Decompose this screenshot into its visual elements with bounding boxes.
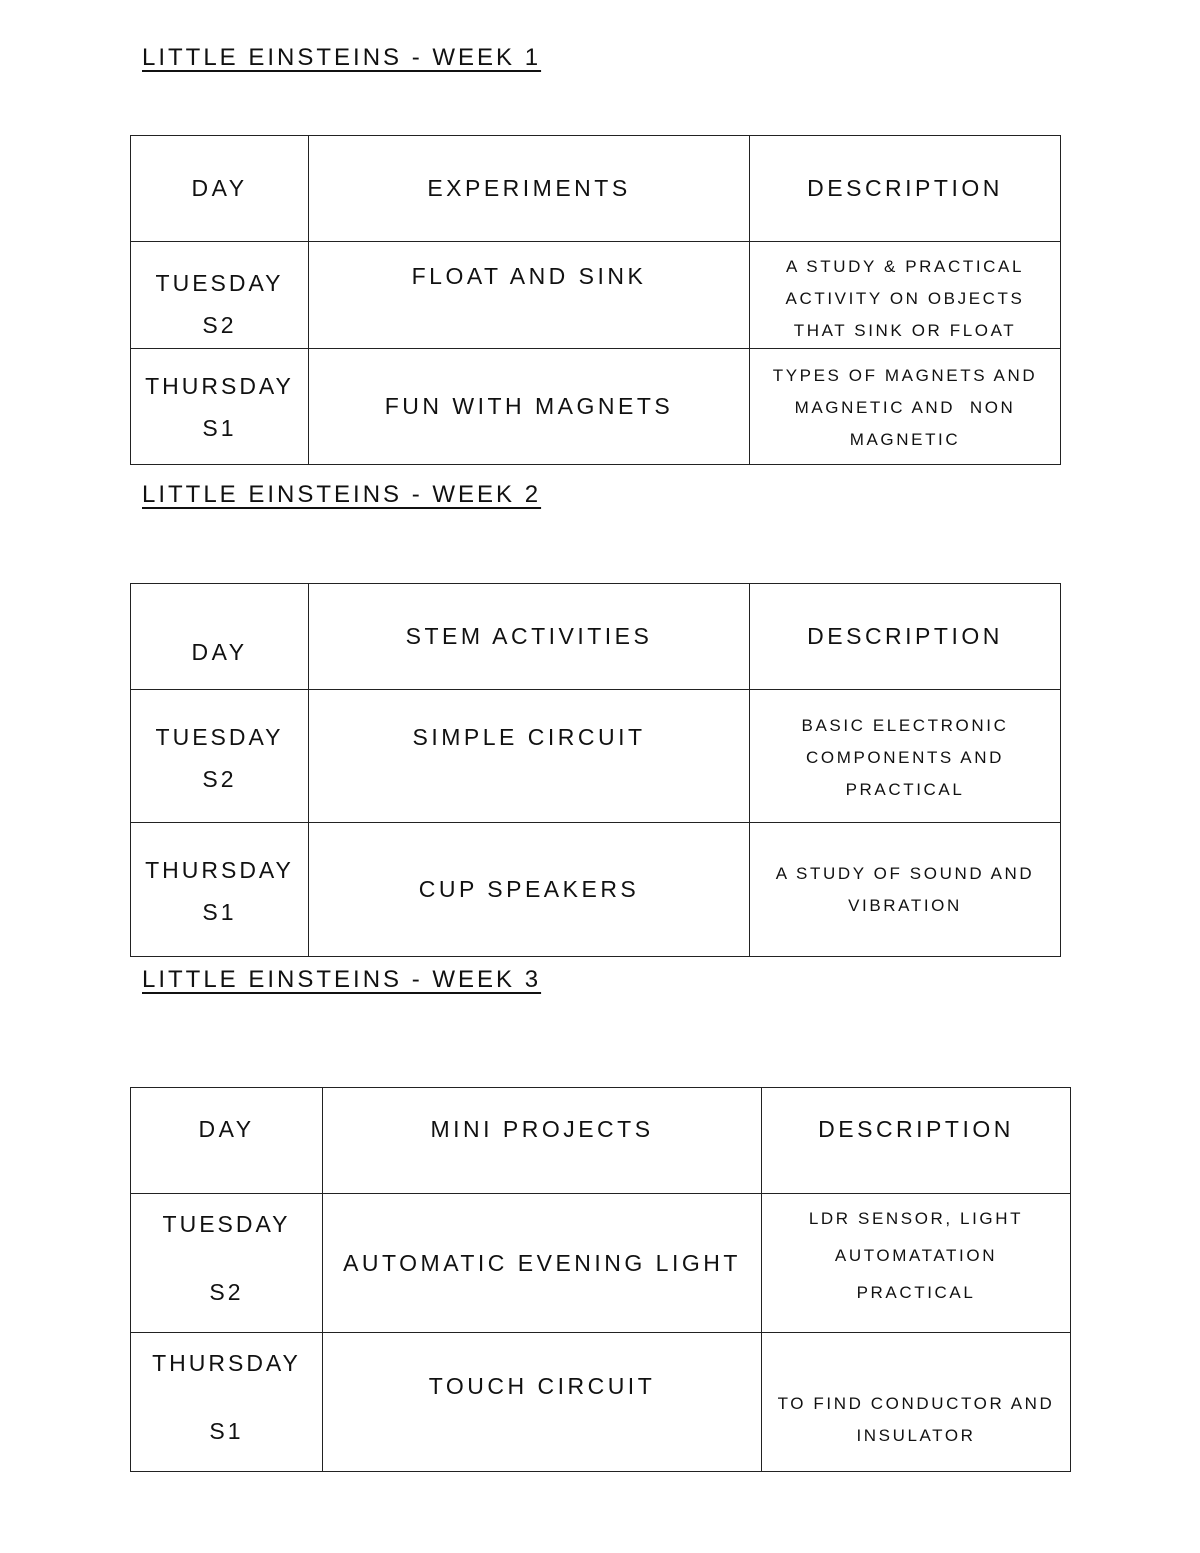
day-name: TUESDAY	[162, 1211, 291, 1237]
week1-title: LITTLE EINSTEINS - WEEK 1	[142, 44, 542, 71]
description-cell	[750, 823, 1061, 957]
header-activity: STEM ACTIVITIES	[309, 584, 750, 690]
session-label: S2	[202, 312, 237, 338]
table-row	[131, 1194, 1071, 1333]
week1-table	[130, 135, 1061, 465]
description-cell	[762, 1333, 1071, 1472]
day-name: TUESDAY	[155, 270, 284, 296]
day-name: THURSDAY	[145, 373, 294, 399]
description-line: COMPONENTS AND	[806, 748, 1004, 767]
activity-cell: FUN WITH MAGNETS	[309, 349, 750, 465]
description-cell	[750, 349, 1061, 465]
week3-table	[130, 1087, 1071, 1472]
header-description: DESCRIPTION	[750, 136, 1061, 242]
description-line: LDR SENSOR, LIGHT	[808, 1209, 1024, 1228]
description-line: PRACTICAL	[845, 780, 965, 799]
description-cell	[750, 690, 1061, 823]
session-label: S1	[202, 899, 237, 925]
description-line: A STUDY OF SOUND AND	[775, 863, 1035, 883]
table-row	[131, 242, 1061, 349]
day-name: TUESDAY	[155, 724, 284, 750]
description-line: PRACTICAL	[856, 1283, 976, 1302]
description-cell	[750, 242, 1061, 349]
week2-title: LITTLE EINSTEINS - WEEK 2	[142, 481, 542, 508]
table-row	[131, 690, 1061, 823]
table-header-row	[131, 584, 1061, 690]
header-description: DESCRIPTION	[750, 584, 1061, 690]
activity-cell: TOUCH CIRCUIT	[323, 1333, 762, 1472]
header-activity: EXPERIMENTS	[309, 136, 750, 242]
description-line: AUTOMATATION	[834, 1246, 998, 1265]
description-line: MAGNETIC AND NON	[794, 398, 1016, 417]
session-label: S2	[209, 1279, 244, 1305]
day-cell	[131, 823, 309, 957]
description-line: THAT SINK OR FLOAT	[793, 321, 1017, 340]
activity-cell: CUP SPEAKERS	[309, 823, 750, 957]
day-cell	[131, 690, 309, 823]
description-line: INSULATOR	[856, 1426, 976, 1445]
table-row	[131, 823, 1061, 957]
week2-table	[130, 583, 1061, 957]
session-label: S2	[202, 766, 237, 792]
table-row	[131, 349, 1061, 465]
header-day: DAY	[131, 1088, 323, 1194]
activity-cell: AUTOMATIC EVENING LIGHT	[323, 1194, 762, 1333]
description-line: BASIC ELECTRONIC	[801, 716, 1009, 735]
header-day: DAY	[131, 584, 309, 690]
description-line: VIBRATION	[848, 895, 962, 915]
description-line: A STUDY & PRACTICAL	[785, 257, 1025, 276]
description-line: ACTIVITY ON OBJECTS	[785, 289, 1025, 308]
description-line: TYPES OF MAGNETS AND	[772, 366, 1038, 385]
header-activity: MINI PROJECTS	[323, 1088, 762, 1194]
header-day: DAY	[131, 136, 309, 242]
table-header-row	[131, 136, 1061, 242]
day-name: THURSDAY	[152, 1350, 301, 1376]
week3-title: LITTLE EINSTEINS - WEEK 3	[142, 966, 542, 993]
description-line: TO FIND CONDUCTOR AND	[777, 1394, 1055, 1413]
activity-cell: FLOAT AND SINK	[309, 242, 750, 349]
day-cell	[131, 1333, 323, 1472]
day-cell	[131, 242, 309, 349]
day-name: THURSDAY	[145, 857, 294, 883]
activity-cell: SIMPLE CIRCUIT	[309, 690, 750, 823]
day-cell	[131, 1194, 323, 1333]
description-cell	[762, 1194, 1071, 1333]
day-cell	[131, 349, 309, 465]
header-description: DESCRIPTION	[762, 1088, 1071, 1194]
session-label: S1	[202, 415, 237, 441]
table-row	[131, 1333, 1071, 1472]
session-label: S1	[209, 1418, 244, 1444]
description-line: MAGNETIC	[849, 430, 961, 449]
table-header-row	[131, 1088, 1071, 1194]
